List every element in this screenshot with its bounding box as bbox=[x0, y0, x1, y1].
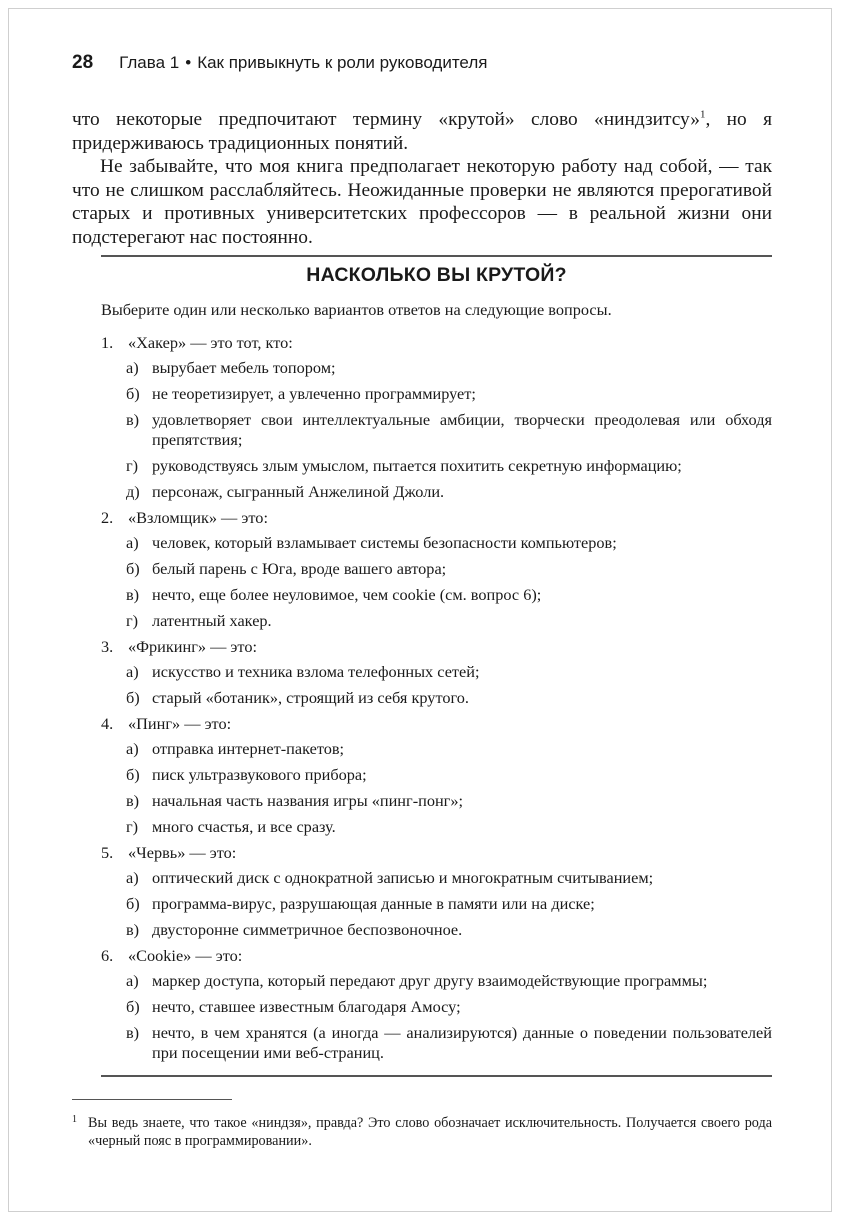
question-text: «Пинг» — это: bbox=[128, 714, 232, 733]
footnote bbox=[72, 1114, 772, 1150]
question-row bbox=[101, 714, 772, 734]
quiz-question bbox=[101, 714, 772, 837]
option-letter: г) bbox=[126, 817, 139, 836]
option-text: белый парень с Юга, вроде вашего автора; bbox=[152, 559, 447, 578]
quiz-sidebar bbox=[101, 255, 772, 1077]
question-row bbox=[101, 637, 772, 657]
option-text: много счастья, и все сразу. bbox=[152, 817, 336, 836]
option-letter: г) bbox=[126, 611, 139, 630]
option-letter: в) bbox=[126, 920, 140, 939]
answer-option bbox=[126, 868, 772, 888]
option-letter: а) bbox=[126, 739, 139, 758]
option-text: отправка интернет-пакетов; bbox=[152, 739, 345, 758]
answer-option bbox=[126, 997, 772, 1017]
option-text: удовлетворяет свои интеллектуальные амбиции, творчески преодолевая или обходя препятствия; bbox=[152, 410, 772, 449]
quiz-question bbox=[101, 843, 772, 940]
question-text: «Хакер» — это тот, кто: bbox=[128, 333, 293, 352]
question-number: 4. bbox=[101, 714, 114, 733]
quiz-question bbox=[101, 333, 772, 502]
answer-option bbox=[126, 410, 772, 450]
intro-paragraph-1 bbox=[72, 108, 772, 155]
answer-option bbox=[126, 384, 772, 404]
option-text: человек, который взламывает системы безопасности компьютеров; bbox=[152, 533, 617, 552]
answer-option bbox=[126, 920, 772, 940]
option-letter: а) bbox=[126, 533, 139, 552]
option-text: не теоретизирует, а увлеченно программирует; bbox=[152, 384, 476, 403]
quiz-question bbox=[101, 508, 772, 631]
answer-option bbox=[126, 688, 772, 708]
chapter-title: Как привыкнуть к роли руководителя bbox=[197, 53, 488, 72]
answer-option bbox=[126, 971, 772, 991]
answer-option bbox=[126, 894, 772, 914]
answer-option bbox=[126, 817, 772, 837]
option-text: писк ультразвукового прибора; bbox=[152, 765, 367, 784]
option-letter: в) bbox=[126, 410, 140, 429]
question-number: 1. bbox=[101, 333, 114, 352]
option-text: старый «ботаник», строящий из себя крутого. bbox=[152, 688, 469, 707]
option-letter: а) bbox=[126, 868, 139, 887]
answer-option bbox=[126, 791, 772, 811]
option-text: латентный хакер. bbox=[152, 611, 272, 630]
footnote-mark: 1 bbox=[72, 1114, 77, 1125]
option-text: нечто, в чем хранятся (а иногда — анализируются) данные о поведении пользователей при посещении ими веб-страниц. bbox=[152, 1023, 772, 1062]
body-text bbox=[72, 108, 772, 249]
footnote-divider bbox=[72, 1099, 232, 1100]
option-letter: б) bbox=[126, 997, 140, 1016]
option-text: вырубает мебель топором; bbox=[152, 358, 336, 377]
answer-option bbox=[126, 765, 772, 785]
question-text: «Взломщик» — это: bbox=[128, 508, 268, 527]
option-letter: б) bbox=[126, 688, 140, 707]
option-text: руководствуясь злым умыслом, пытается похитить секретную информацию; bbox=[152, 456, 682, 475]
question-row bbox=[101, 333, 772, 353]
option-text: нечто, ставшее известным благодаря Амосу; bbox=[152, 997, 461, 1016]
quiz-title: НАСКОЛЬКО ВЫ КРУТОЙ? bbox=[306, 264, 567, 286]
question-row bbox=[101, 946, 772, 966]
option-letter: г) bbox=[126, 456, 139, 475]
answer-option bbox=[126, 739, 772, 759]
option-text: искусство и техника взлома телефонных сетей; bbox=[152, 662, 480, 681]
chapter-label: Глава 1 bbox=[119, 53, 180, 72]
intro-text-start: что некоторые предпочитают термину «крутой» слово «ниндзитсу» bbox=[72, 109, 700, 130]
option-letter: в) bbox=[126, 1023, 140, 1042]
running-header bbox=[72, 52, 487, 74]
option-text: начальная часть названия игры «пинг-понг»; bbox=[152, 791, 464, 810]
quiz-question-list bbox=[101, 333, 772, 1069]
option-text: программа-вирус, разрушающая данные в памяти или на диске; bbox=[152, 894, 595, 913]
question-number: 5. bbox=[101, 843, 114, 862]
quiz-instruction: Выберите один или несколько вариантов ответов на следующие вопросы. bbox=[101, 300, 612, 319]
option-letter: а) bbox=[126, 971, 139, 990]
option-letter: а) bbox=[126, 662, 139, 681]
page-number: 28 bbox=[72, 52, 94, 73]
header-separator: • bbox=[185, 53, 192, 72]
quiz-question bbox=[101, 637, 772, 708]
option-letter: б) bbox=[126, 384, 140, 403]
answer-option bbox=[126, 585, 772, 605]
option-letter: б) bbox=[126, 765, 140, 784]
quiz-question bbox=[101, 946, 772, 1063]
option-letter: а) bbox=[126, 358, 139, 377]
question-text: «Фрикинг» — это: bbox=[128, 637, 257, 656]
option-letter: в) bbox=[126, 791, 140, 810]
question-row bbox=[101, 843, 772, 863]
intro-paragraph-2: Не забывайте, что моя книга предполагает некоторую работу над собой, — так что не слишком расслабляйтесь. Неожиданные проверки не являются прерогативой старых и противных университетских профессоров — в реальной жизни они подстерегают нас постоянно. bbox=[72, 156, 772, 248]
option-text: двусторонне симметричное беспозвоночное. bbox=[152, 920, 463, 939]
option-letter: в) bbox=[126, 585, 140, 604]
option-text: маркер доступа, который передают друг другу взаимодействующие программы; bbox=[152, 971, 708, 990]
option-letter: б) bbox=[126, 894, 140, 913]
option-letter: б) bbox=[126, 559, 140, 578]
answer-option bbox=[126, 559, 772, 579]
footnote-text: Вы ведь знаете, что такое «ниндзя», правда? Это слово обозначает исключительность. Получается своего рода «черный пояс в программировании». bbox=[88, 1115, 772, 1149]
question-number: 3. bbox=[101, 637, 114, 656]
footnote-ref[interactable]: 1 bbox=[699, 108, 706, 121]
option-text: оптический диск с однократной записью и многократным считыванием; bbox=[152, 868, 654, 887]
question-number: 6. bbox=[101, 946, 114, 965]
option-letter: д) bbox=[126, 482, 140, 501]
answer-option bbox=[126, 1023, 772, 1063]
option-text: персонаж, сыгранный Анжелиной Джоли. bbox=[152, 482, 445, 501]
question-text: «Червь» — это: bbox=[128, 843, 237, 862]
answer-option bbox=[126, 456, 772, 476]
answer-option bbox=[126, 662, 772, 682]
answer-option bbox=[126, 358, 772, 378]
question-row bbox=[101, 508, 772, 528]
answer-option bbox=[126, 611, 772, 631]
option-text: нечто, еще более неуловимое, чем cookie (см. вопрос 6); bbox=[152, 585, 542, 604]
question-number: 2. bbox=[101, 508, 114, 527]
intro-text-end: , но я придерживаюсь традиционных понятий. bbox=[72, 109, 772, 154]
question-text: «Cookie» — это: bbox=[128, 946, 243, 965]
answer-option bbox=[126, 482, 772, 502]
answer-option bbox=[126, 533, 772, 553]
